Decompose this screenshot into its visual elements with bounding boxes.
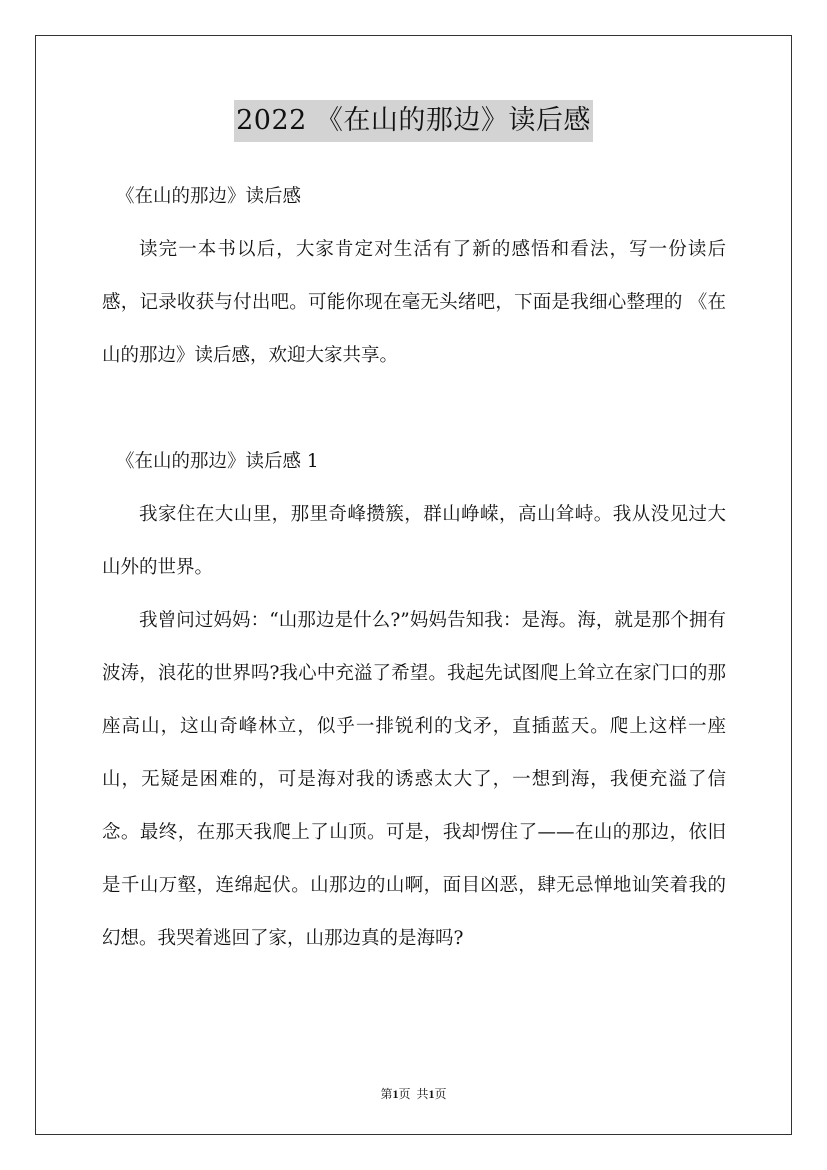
section-heading: 《在山的那边》读后感 1 <box>116 451 319 472</box>
page-footer <box>0 1085 827 1102</box>
footer-page-current: 1 <box>392 1087 399 1101</box>
document-body <box>102 170 726 965</box>
title-container <box>0 100 827 142</box>
document-title: 2022 《在山的那边》读后感 <box>234 100 593 142</box>
footer-total-label: 页 <box>434 1087 447 1101</box>
footer-total-prefix: 共 <box>416 1087 429 1101</box>
intro-heading: 《在山的那边》读后感 <box>116 186 302 207</box>
footer-page-label: 页 <box>398 1087 411 1101</box>
body-paragraph-1: 我家住在大山里，那里奇峰攒簇，群山峥嵘，高山耸峙。我从没见过大山外的世界。 <box>102 504 726 578</box>
body-paragraph-2: 我曾问过妈妈：“山那边是什么?”妈妈告知我：是海。海，就是那个拥有波涛，浪花的世界吗?我心中充溢了希望。我起先试图爬上耸立在家门口的那座高山，这山奇峰林立，似乎一排锐利的戈矛，直插蓝天。爬上这样一座山，无疑是困难的，可是海对我的诱惑太大了，一想到海，我便充溢了信念。最终，在那天我爬上了山顶。可是，我却愣住了——在山的那边，依旧是千山万壑，连绵起伏。山那边的山啊，面目凶恶，肆无忌惮地讪笑着我的幻想。我哭着逃回了家，山那边真的是海吗? <box>102 610 726 949</box>
intro-paragraph: 读完一本书以后，大家肯定对生活有了新的感悟和看法，写一份读后感，记录收获与付出吧。可能你现在毫无头绪吧，下面是我细心整理的 《在山的那边》读后感，欢迎大家共享。 <box>102 239 726 366</box>
footer-prefix: 第 <box>380 1087 393 1101</box>
footer-page-total: 1 <box>428 1087 435 1101</box>
